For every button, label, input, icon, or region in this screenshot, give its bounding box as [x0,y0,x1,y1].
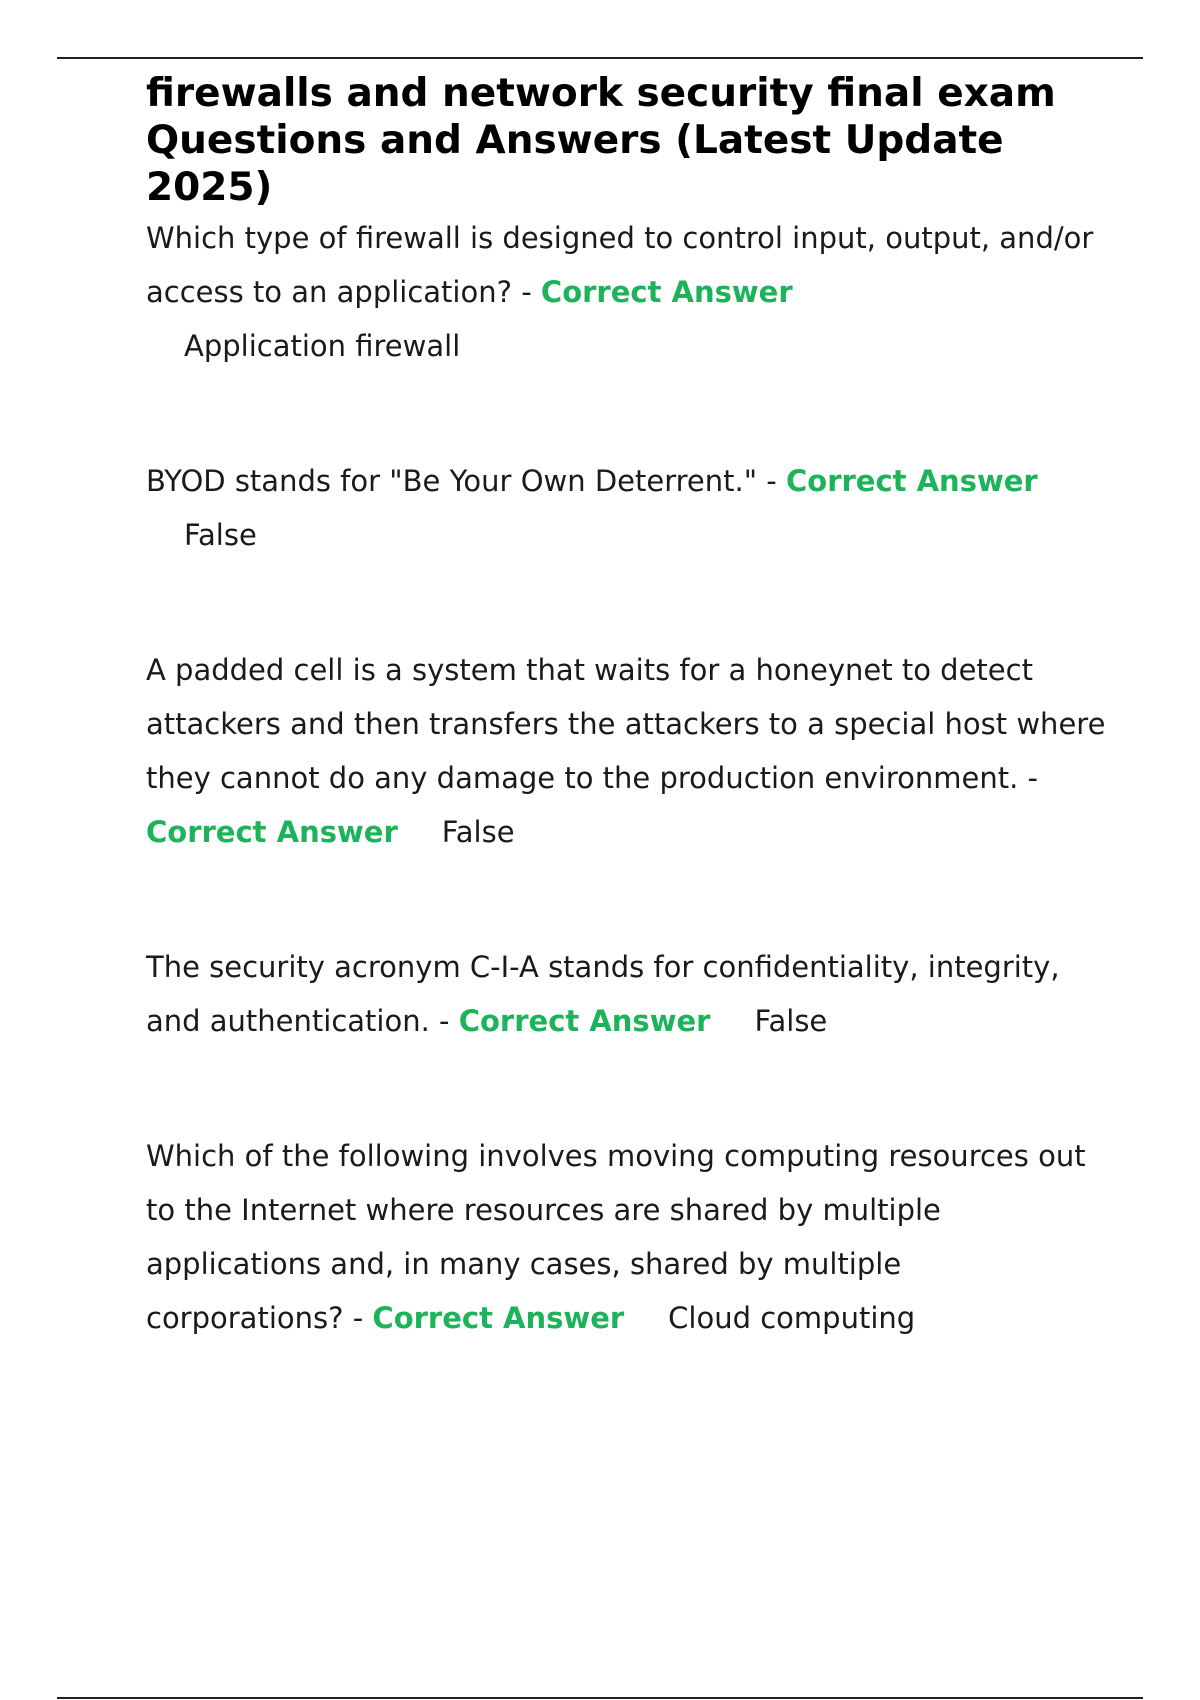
separator: - [1018,761,1039,795]
answer-text: Cloud computing [668,1301,916,1335]
bottom-rule [57,1697,1143,1699]
qa-item [146,940,1106,1048]
qa-item [146,643,1106,859]
separator: - [757,464,786,498]
correct-answer-label: Correct Answer [785,464,1038,498]
qa-item [146,211,1106,373]
question-text: A padded cell is a system that waits for a honeynet to detect attackers and then transfers the attackers to a special host where they cannot do any damage to the production environment. [146,653,1106,795]
correct-answer-label: Correct Answer [540,275,793,309]
qa-item [146,1129,1106,1345]
answer-text: False [184,518,257,552]
separator: - [429,1004,459,1038]
correct-answer-label: Correct Answer [372,1301,625,1335]
question-text: The security acronym C-I-A stands for confidentiality, integrity, and authentication. [146,950,1060,1038]
document-title: firewalls and network security final exam Questions and Answers (Latest Update 2025) [146,71,1056,210]
qa-item [146,454,1106,562]
correct-answer-label: Correct Answer [146,815,398,849]
correct-answer-label: Correct Answer [458,1004,711,1038]
question-text: Which of the following involves moving computing resources out to the Internet where resources are shared by multiple applications and, in many cases, shared by multiple corporations? [146,1139,1086,1335]
answer-text: Application firewall [184,329,461,363]
separator: - [343,1301,373,1335]
question-text: Which type of firewall is designed to control input, output, and/or access to an application? [146,221,1094,309]
question-text: BYOD stands for "Be Your Own Deterrent." [146,464,758,498]
document-body [146,70,1106,1345]
answer-text: False [754,1004,828,1038]
answer-text: False [441,815,515,849]
top-rule [57,57,1143,59]
separator: - [512,275,541,309]
